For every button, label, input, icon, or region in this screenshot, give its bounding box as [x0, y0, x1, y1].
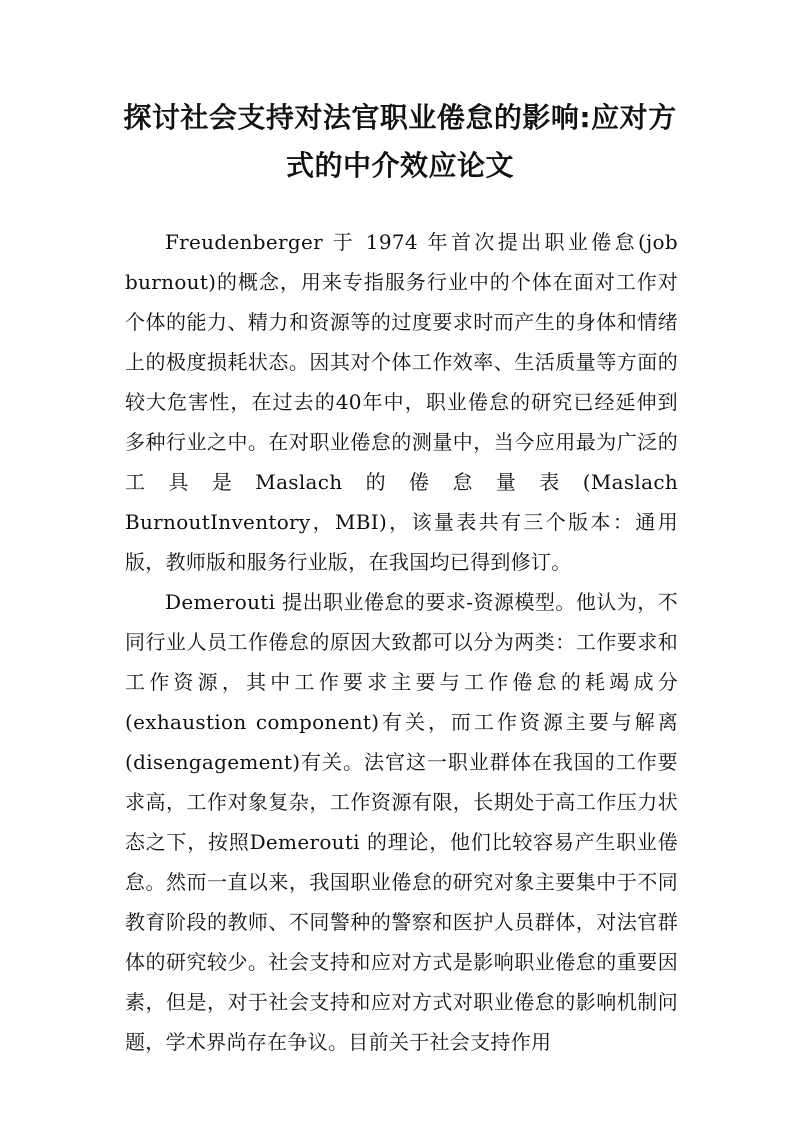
document-body: [125, 222, 678, 1062]
document-title: 探讨社会支持对法官职业倦怠的影响:应对方式的中介效应论文: [123, 101, 677, 182]
paragraph-1: Freudenberger 于 1974 年首次提出职业倦怠(job burnout)的概念，用来专指服务行业中的个体在面对工作对个体的能力、精力和资源等的过度要求时而产生的身体和情绪上的极度损耗状态。因其对个体工作效率、生活质量等方面的较大危害性，在过去的40年中，职业倦怠的研究已经延伸到多种行业之中。在对职业倦怠的测量中，当今应用最为广泛的工具是Maslach的倦怠量表(Maslach BurnoutInventory，MBI)，该量表共有三个版本：通用版，教师版和服务行业版，在我国均已得到修订。: [125, 230, 678, 574]
paragraph-2: Demerouti 提出职业倦怠的要求-资源模型。他认为，不同行业人员工作倦怠的原因大致都可以分为两类：工作要求和工作资源，其中工作要求主要与工作倦怠的耗竭成分(exhaustion component)有关，而工作资源主要与解离(disengagement)有关。法官这一职业群体在我国的工作要求高，工作对象复杂，工作资源有限，长期处于高工作压力状态之下，按照Demerouti 的理论，他们比较容易产生职业倦怠。然而一直以来，我国职业倦怠的研究对象主要集中于不同教育阶段的教师、不同警种的警察和医护人员群体，对法官群体的研究较少。社会支持和应对方式是影响职业倦怠的重要因素，但是，对于社会支持和应对方式对职业倦怠的影响机制问题，学术界尚存在争议。目前关于社会支持作用: [125, 590, 678, 1054]
